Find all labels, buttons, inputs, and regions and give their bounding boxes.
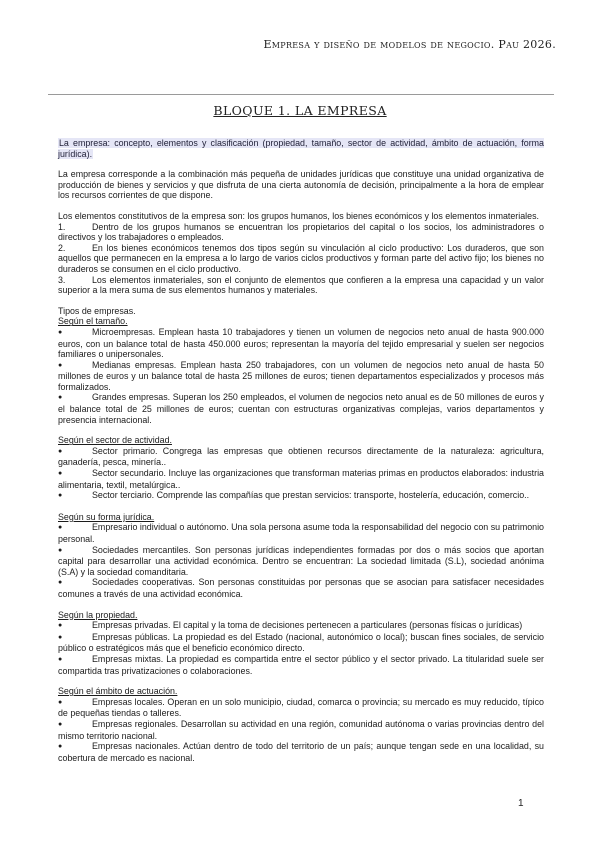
item-text: Dentro de los grupos humanos se encuentran los propietarios del capital o los socios, los administradores o directivos y los trabajadores o empleados. xyxy=(58,221,544,243)
list-item: ● Sociedades cooperativas. Son personas constituidas por personas que se asocian para satisfacer necesidades comunes a través de una actividad económica. xyxy=(58,577,544,599)
list-item: ● Empresas locales. Operan en un solo municipio, ciudad, comarca o provincia; su mercado es muy reducido, típico de pequeñas tiendas o talleres. xyxy=(58,696,544,719)
list-item: ● Sociedades mercantiles. Son personas jurídicas independientes formadas por dos o más socios que aportan capital para desarrollar una actividad económica. Dentro se encuentran: La sociedad limitada (S.L), sociedad anónima (S.A) y la sociedad comanditaria. xyxy=(58,544,544,577)
page-title: BLOQUE 1. LA EMPRESA xyxy=(213,103,387,118)
list-item: ● Empresas privadas. El capital y la toma de decisiones pertenecen a particulares (personas físicas o jurídicas) xyxy=(58,620,523,631)
list-item: ● Empresario individual o autónomo. Una sola persona asume toda la responsabilidad del negocio con su patrimonio personal. xyxy=(58,522,544,544)
section-heading: Según la propiedad. xyxy=(58,609,138,620)
bullet-icon: ● xyxy=(58,720,63,728)
list-item: ● Medianas empresas. Emplean hasta 250 trabajadores, con un volumen de negocios neto anual de hasta 50 millones de euros y un balance total de hasta 25 millones de euros; tienen departamentos especializados y procesos más formalizados. xyxy=(58,359,544,392)
bullet-icon: ● xyxy=(58,524,63,532)
bullet-icon: ● xyxy=(58,492,63,500)
element-item xyxy=(58,243,544,275)
list-item: ● Grandes empresas. Superan los 250 empleados, el volumen de negocios neto anual es de 50 millones de euros y el balance total de 25 millones de euros; cuentan con estructuras organizativas complejas, varios departamentos y presencia internacional. xyxy=(58,392,544,425)
intro-paragraph: La empresa corresponde a la combinación más pequeña de unidades jurídicas que constituye una unidad organizativa de producción de bienes y servicios y que disfruta de una cierta autonomía de decisión, principalmente a la hora de emplear los recursos corrientes de que dispone. xyxy=(58,169,544,201)
section-forma-juridica xyxy=(58,512,544,600)
list-item: ● Empresas públicas. La propiedad es del Estado (nacional, autonómico o local); buscan fines sociales, de servicio público o estratégicos más que el beneficio económico directo. xyxy=(58,631,544,654)
list-item: ● Empresas mixtas. La propiedad es compartida entre el sector público y el sector privado. La titularidad suele ser compartida tras privatizaciones o colaboraciones. xyxy=(58,653,544,676)
document-body xyxy=(58,138,544,763)
bullet-icon: ● xyxy=(58,447,63,455)
item-number: 1. xyxy=(58,221,66,232)
topic-highlight: La empresa: concepto, elementos y clasificación (propiedad, tamaño, sector de actividad, ámbito de actuación, forma jurídica). xyxy=(58,138,544,159)
elements-lead: Los elementos constitutivos de la empresa son: los grupos humanos, los bienes económicos y los elementos inmateriales. xyxy=(58,210,539,221)
bullet-icon: ● xyxy=(58,579,63,587)
list-item: ● Empresas nacionales. Actúan dentro de todo del territorio de un país; aunque tengan sede en una localidad, su cobertura de mercado es nacional. xyxy=(58,741,544,763)
types-heading: Tipos de empresas. xyxy=(58,305,136,316)
item-text: Los elementos inmateriales, son el conjunto de elementos que confieren a la empresa una capacidad y un valor superior a la mera suma de sus elementos humanos y materiales. xyxy=(58,274,544,296)
section-heading: Según el tamaño. xyxy=(58,316,128,327)
header-divider xyxy=(48,94,554,95)
section-tamano xyxy=(58,316,544,425)
section-heading: Según su forma jurídica. xyxy=(58,511,155,522)
list-item: ● Sector primario. Congrega las empresas que obtienen recursos directamente de la naturaleza: agricultura, ganadería, pesca, minería.. xyxy=(58,445,544,468)
bullet-icon: ● xyxy=(58,394,63,402)
bullet-icon: ● xyxy=(58,361,63,369)
bullet-icon: ● xyxy=(58,328,63,336)
section-heading: Según el ámbito de actuación. xyxy=(58,686,178,697)
element-item xyxy=(58,275,544,296)
page-number: 1 xyxy=(518,798,524,809)
bullet-icon: ● xyxy=(58,698,63,706)
element-item xyxy=(58,222,544,243)
bullet-icon: ● xyxy=(58,743,63,751)
section-propiedad xyxy=(58,610,544,677)
item-number: 3. xyxy=(58,274,66,285)
list-item: ● Microempresas. Emplean hasta 10 trabajadores y tienen un volumen de negocios neto anual de hasta 900.000 euros, con un balance total de hasta 450.000 euros; representan la mayoría del tejido empresarial y suelen ser negocios familiares o unipersonales. xyxy=(58,326,544,360)
bullet-icon: ● xyxy=(58,622,63,630)
list-item: ● Empresas regionales. Desarrollan su actividad en una región, comunidad autónoma o varias provincias dentro del mismo territorio nacional. xyxy=(58,718,544,741)
bullet-icon: ● xyxy=(58,546,63,554)
bullet-icon: ● xyxy=(58,655,63,663)
item-number: 2. xyxy=(58,242,66,253)
item-text: En los bienes económicos tenemos dos tipos según su vinculación al ciclo productivo: Los duraderos, que son aquellos que permanecen en la empresa a lo largo de varios ciclos productivos y forman parte del activo fijo; los bienes no duraderos se consumen en el ciclo productivo. xyxy=(58,242,544,274)
section-heading: Según el sector de actividad. xyxy=(58,435,172,446)
list-item: ● Sector terciario. Comprende las compañías que prestan servicios: transporte, hostelería, educación, comercio.. xyxy=(58,490,530,501)
bullet-icon: ● xyxy=(58,470,63,478)
topic-line xyxy=(58,138,544,159)
bullet-icon: ● xyxy=(58,633,63,641)
section-sector xyxy=(58,435,544,502)
document-header: Empresa y diseño de modelos de negocio. Pau 2026. xyxy=(263,38,556,51)
section-ambito xyxy=(58,686,544,763)
list-item: ● Sector secundario. Incluye las organizaciones que transforman materias primas en productos elaborados: industria alimentaria, textil, metalúrgica.. xyxy=(58,468,544,490)
